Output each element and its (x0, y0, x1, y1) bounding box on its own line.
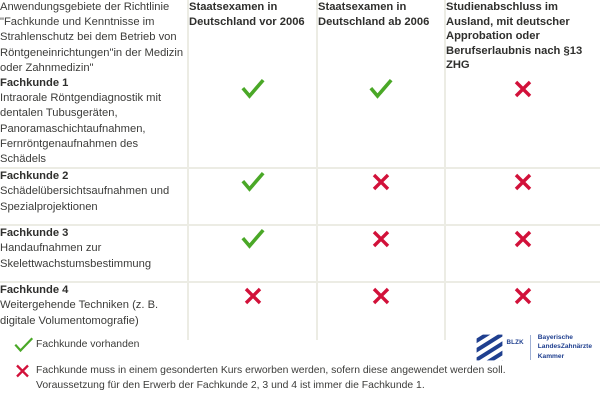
blzk-logo (476, 330, 592, 364)
table-row (0, 225, 600, 282)
cell-fk3-ab2006 (317, 225, 445, 282)
table-row (0, 168, 600, 225)
logo-name-line3: Kammer (537, 352, 565, 360)
cell-fk2-vor2006 (188, 168, 317, 225)
cross-icon (368, 169, 394, 195)
logo-wordmark (538, 333, 592, 361)
cell-fk3-vor2006 (188, 225, 317, 282)
row-body: Handaufnahmen zur Skelettwachstumsbestimmung (0, 242, 152, 270)
row-title: Fachkunde 3 (0, 227, 69, 240)
check-icon (240, 169, 266, 195)
bavarian-lozenge-crest-icon (476, 334, 503, 361)
logo-name-line1: Bayerische (537, 334, 573, 342)
legend-cross-line2: Voraussetzung für den Erwerb der Fachkunde 2, 3 und 4 ist immer die Fachkunde 1. (36, 380, 425, 391)
row-body: Intraorale Röntgendiagnostik mit dentalen Tubusgeräten, Panoramaschichtaufnahmen, Fernröntgenaufnahmen des Schädels (0, 92, 162, 166)
row-body: Schädelübersichtsaufnahmen und Spezialprojektionen (0, 185, 170, 213)
cell-fk4-vor2006 (188, 282, 317, 340)
cell-fk3-ausland (445, 225, 600, 282)
column-header-guideline: Anwendungsgebiete der Richtlinie "Fachkunde und Kenntnisse im Strahlenschutz bei dem Betrieb von Röntgeneinrichtungen"in der Medizin oder Zahnmedizin" (0, 0, 188, 76)
cross-icon (510, 283, 536, 309)
row-body: Weitergehende Techniken (z. B. digitale Volumentomografie) (0, 299, 159, 327)
row-title: Fachkunde 2 (0, 170, 69, 183)
logo-divider (530, 335, 531, 360)
row-description-fachkunde-4 (0, 282, 188, 340)
row-description-fachkunde-2 (0, 168, 188, 225)
check-icon (368, 76, 394, 102)
cross-icon (368, 226, 394, 252)
cross-icon (510, 169, 536, 195)
cell-fk1-vor2006 (188, 76, 317, 168)
cross-icon (510, 76, 536, 102)
cross-icon (240, 283, 266, 309)
check-icon (240, 76, 266, 102)
table-row (0, 76, 600, 168)
table-header-row (0, 0, 600, 76)
cross-icon (510, 226, 536, 252)
column-header-studienabschluss-ausland: Studienabschluss im Ausland, mit deutscher Approbation oder Berufserlaubnis nach §13 ZHG (445, 0, 600, 76)
cross-icon (14, 363, 36, 380)
legend-check-label: Fachkunde vorhanden (36, 339, 140, 350)
logo-abbreviation: BLZK (506, 338, 524, 346)
cell-fk2-ausland (445, 168, 600, 225)
cell-fk4-ab2006 (317, 282, 445, 340)
row-description-fachkunde-3 (0, 225, 188, 282)
legend-cross-label (36, 362, 506, 393)
check-icon (14, 337, 36, 354)
logo-name-line2: LandesZahnärzte (537, 343, 592, 351)
row-title: Fachkunde 4 (0, 284, 69, 297)
cell-fk1-ab2006 (317, 76, 445, 168)
row-description-fachkunde-1 (0, 76, 188, 168)
check-icon (240, 226, 266, 252)
legend-cross-line1: Fachkunde muss in einem gesonderten Kurs erworben werden, sofern diese angewendet werden soll. (36, 365, 506, 376)
legend-row-cross (14, 362, 592, 393)
cell-fk1-ausland (445, 76, 600, 168)
cell-fk2-ab2006 (317, 168, 445, 225)
column-header-staatsexamen-vor-2006: Staatsexamen in Deutschland vor 2006 (188, 0, 317, 76)
row-title: Fachkunde 1 (0, 77, 69, 90)
column-header-staatsexamen-ab-2006: Staatsexamen in Deutschland ab 2006 (317, 0, 445, 76)
cross-icon (368, 283, 394, 309)
